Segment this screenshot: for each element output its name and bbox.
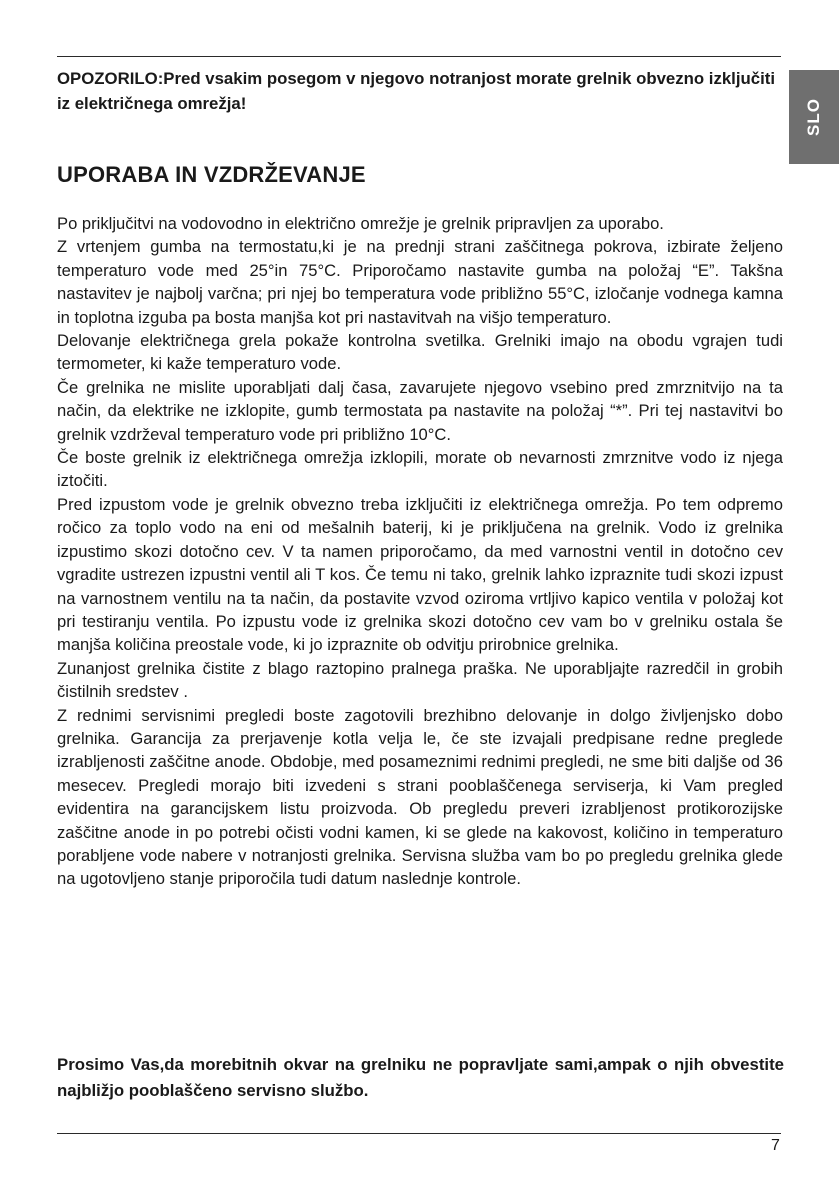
- language-tab: [789, 70, 839, 164]
- paragraph: Če grelnika ne mislite uporabljati dalj časa, zavarujete njegovo vsebino pred zmrznitvijo na ta način, da elektrike ne izklopite, gumb termostata pa nastavite na položaj “*”. Pri tej nastavitvi bo grelnik vzdrževal temperaturo vode pri približno 10°C.: [57, 377, 783, 444]
- section-title: UPORABA IN VZDRŽEVANJE: [57, 162, 366, 187]
- closing-note: Prosimo Vas,da morebitnih okvar na grelniku ne popravljate sami,ampak o njih obvestite najbližjo pooblaščeno servisno službo.: [57, 1055, 784, 1100]
- paragraph: Po priključitvi na vodovodno in električno omrežje je grelnik pripravljen za uporabo.: [57, 214, 664, 233]
- language-tab-label: SLO: [804, 98, 823, 136]
- warning-text: OPOZORILO:Pred vsakim posegom v njegovo notranjost morate grelnik obvezno izključiti iz električnega omrežja!: [57, 69, 775, 113]
- top-divider: [57, 56, 781, 57]
- paragraph: Če boste grelnik iz električnega omrežja izklopili, morate ob nevarnosti zmrznitve vodo iz njega iztočiti.: [57, 448, 783, 491]
- paragraph: Delovanje električnega grela pokaže kontrolna svetilka. Grelniki imajo na obodu vgrajen tudi termometer, ki kaže temperaturo vode.: [57, 331, 783, 374]
- paragraph: Z vrtenjem gumba na termostatu,ki je na prednji strani zaščitnega pokrova, izbirate željeno temperaturo vode med 25°in 75°C. Priporočamo nastavite gumba na položaj “E”. Takšna nastavitev je najbolj varčna; pri njej bo temperatura vode približno 55°C, izločanje vodnega kamna in toplotna izguba pa bosta manjša kot pri nastavitvah na višjo temperaturo.: [57, 237, 783, 327]
- paragraph: Pred izpustom vode je grelnik obvezno treba izključiti iz električnega omrežja. Po tem odpremo ročico za toplo vodo na eni od mešalnih baterij, ki je priključena na grelnik. Vodo iz grelnika izpustimo skozi dotočno cev. V ta namen priporočamo, da med varnostni ventil in dotočno cev vgradite ustrezen izpustni ventil ali T kos. Če temu ni tako, grelnik lahko izpraznite tudi skozi izpust na varnostnem ventilu na ta način, da postavite vzvod oziroma vrtljivo kapico ventila v položaj kot pri testiranju ventila. Po izpustu vode iz grelnika skozi dotočno cev vam bo v grelniku ostala še manjša količina preostale vode, ki jo izpraznite ob odvitju prirobnice grelnika.: [57, 494, 783, 655]
- paragraph: Zunanjost grelnika čistite z blago raztopino pralnega praška. Ne uporabljajte razredčil in grobih čistilnih sredstev .: [57, 658, 783, 702]
- body-text: [57, 212, 783, 891]
- paragraph: Z rednimi servisnimi pregledi boste zagotovili brezhibno delovanje in dolgo življenjsko dobo grelnika. Garancija za prerjavenje kotla velja le, če ste izvajali predpisane redne preglede izrabljenosti zaščitne anode. Obdobje, med posameznimi rednimi pregledi, ne sme biti daljše od 36 mesecev. Pregledi morajo biti izvedeni s strani pooblaščenega serviserja, ki Vam pregled evidentira na garancijskem listu proizvoda. Ob pregledu preveri izrabljenost protikorozijske zaščitne anode in po potrebi očisti vodni kamen, ki se glede na kakovost, količino in temperaturo porabljene vode nabere v notranjosti grelnika. Servisna služba vam bo po pregledu grelnika glede na ugotovljeno stanje priporočila tudi datum naslednje kontrole.: [57, 705, 783, 889]
- bottom-divider: [57, 1133, 781, 1134]
- page-number: 7: [771, 1137, 780, 1154]
